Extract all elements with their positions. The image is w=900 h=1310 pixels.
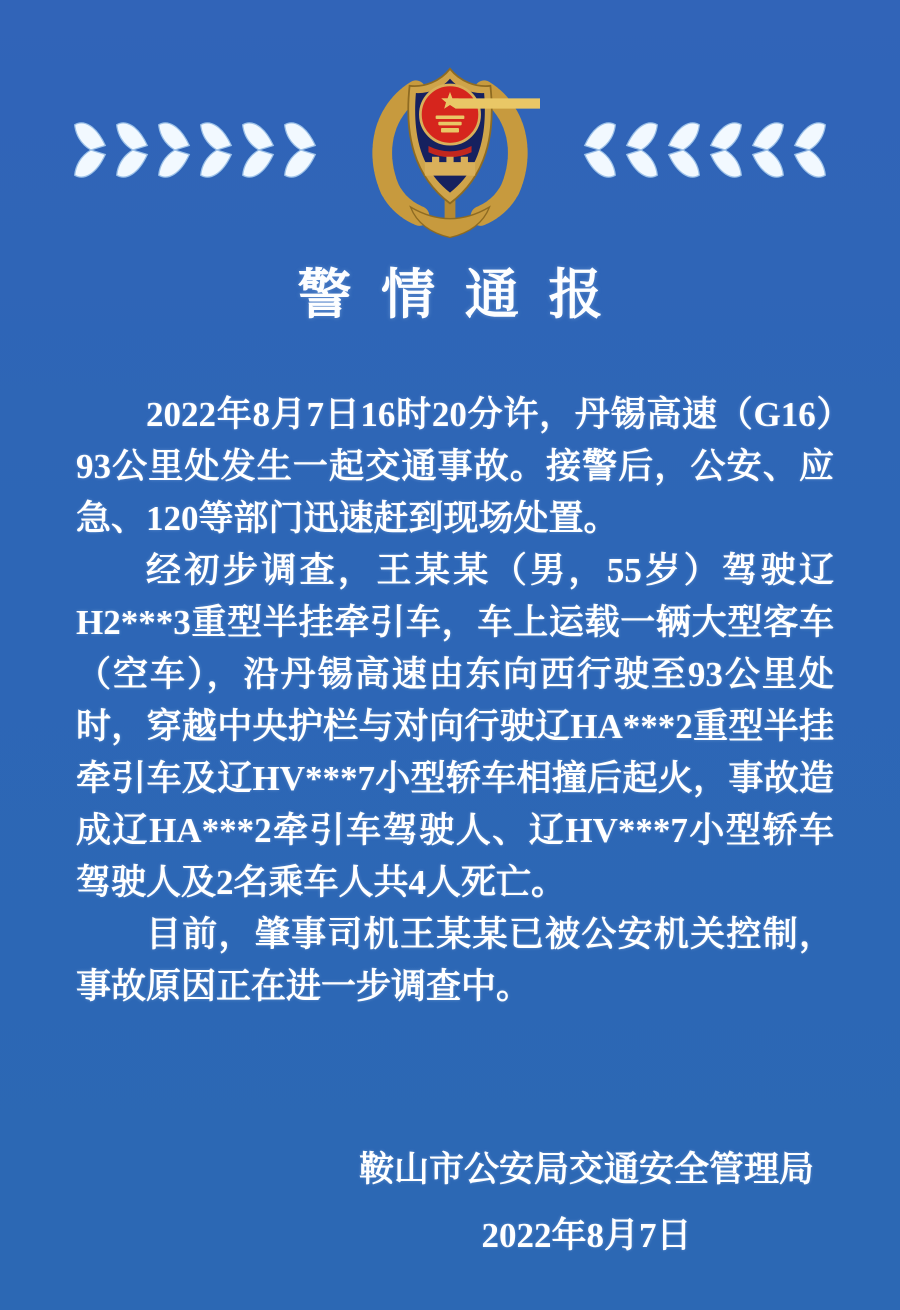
paragraph-investigation: 经初步调查，王某某（男，55岁）驾驶辽H2***3重型半挂牵引车，车上运载一辆大型客车（空车），沿丹锡高速由东向西行驶至93公里处时，穿越中央护栏与对向行驶辽HA***2重型半挂牵引车及辽HV***7小型轿车相撞后起火，事故造成辽HA***2牵引车驾驶人、辽HV***7小型轿车驾驶人及2名乘车人共4人死亡。 (76, 551, 834, 902)
chevron-left-icon (750, 118, 786, 182)
notice-header (0, 0, 900, 329)
left-chevrons (72, 118, 318, 182)
badge-row (0, 58, 900, 242)
signature-block (359, 1141, 814, 1265)
chevron-left-icon (582, 118, 618, 182)
right-chevrons (582, 118, 828, 182)
notice-title: 警情通报 (297, 265, 633, 325)
chevron-right-icon (156, 118, 192, 182)
issue-date: 2022年8月7日 (481, 1216, 692, 1255)
chevron-right-icon (72, 118, 108, 182)
notice-body (0, 389, 900, 1013)
chevron-right-icon (240, 118, 276, 182)
chevron-left-icon (624, 118, 660, 182)
paragraph-incident: 2022年8月7日16时20分许，丹锡高速（G16）93公里处发生一起交通事故。接警后，公安、应急、120等部门迅速赶到现场处置。 (76, 395, 834, 538)
chevron-left-icon (666, 118, 702, 182)
chevron-right-icon (282, 118, 318, 182)
chevron-right-icon (198, 118, 234, 182)
paragraph-status: 目前，肇事司机王某某已被公安机关控制，事故原因正在进一步调查中。 (76, 915, 834, 1006)
chevron-right-icon (114, 118, 150, 182)
issuing-agency: 鞍山市公安局交通安全管理局 (358, 1150, 814, 1189)
chevron-left-icon (792, 118, 828, 182)
police-badge-icon (360, 58, 540, 242)
chevron-left-icon (708, 118, 744, 182)
